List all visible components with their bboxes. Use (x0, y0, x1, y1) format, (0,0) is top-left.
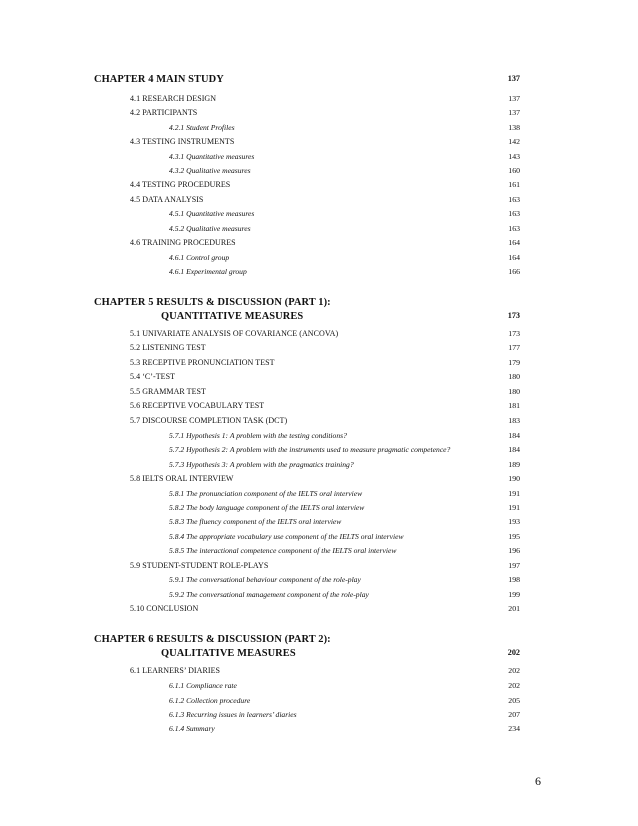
entry-label: 5.1 UNIVARIATE ANALYSIS OF COVARIANCE (ANCOVA) (130, 329, 339, 338)
page-ref: 164 (508, 253, 520, 262)
page-ref: 184 (508, 445, 520, 454)
entry-label: 6.1 LEARNERS’ DIARIES (130, 666, 221, 675)
entry-label: 4.3.1 Quantitative measures (169, 152, 255, 161)
page-ref: 196 (508, 546, 520, 555)
entry-label: 5.7.1 Hypothesis 1: A problem with the testing conditions? (169, 431, 347, 440)
toc-entry (0, 372, 638, 386)
page-ref: 189 (508, 460, 520, 469)
toc-subentry (0, 224, 638, 238)
toc-entry (0, 343, 638, 357)
page-ref: 193 (508, 517, 520, 526)
entry-label: 6.1.2 Collection procedure (169, 696, 251, 705)
page-ref: 234 (508, 724, 520, 733)
entry-label: 5.8.2 The body language component of the IELTS oral interview (169, 503, 365, 512)
toc-subentry (0, 710, 638, 724)
page-ref: 197 (508, 561, 520, 570)
entry-label: 5.7.3 Hypothesis 3: A problem with the pragmatics training? (169, 460, 354, 469)
page-number: 6 (535, 774, 541, 788)
toc-subentry (0, 152, 638, 166)
entry-label: 4.2.1 Student Profiles (169, 123, 235, 132)
toc-subentry (0, 209, 638, 223)
toc-entry (0, 604, 638, 618)
page-ref: 137 (508, 108, 520, 117)
chapter-title: CHAPTER 4 MAIN STUDY (94, 74, 224, 85)
page-ref: 181 (508, 401, 520, 410)
toc-entry (0, 329, 638, 343)
entry-label: 5.8.4 The appropriate vocabulary use component of the IELTS oral interview (169, 532, 404, 541)
chapter-6-heading (0, 634, 638, 648)
toc-subentry (0, 696, 638, 710)
page-ref: 137 (507, 74, 520, 83)
page-ref: 205 (508, 696, 520, 705)
entry-label: 4.5.1 Quantitative measures (169, 209, 255, 218)
toc-entry (0, 180, 638, 194)
toc-subentry (0, 123, 638, 137)
toc-subentry (0, 431, 638, 445)
page-ref: 184 (508, 431, 520, 440)
page-ref: 202 (508, 666, 520, 675)
page-ref: 199 (508, 590, 520, 599)
toc-entry (0, 387, 638, 401)
toc-entry (0, 108, 638, 122)
entry-label: 5.8 IELTS ORAL INTERVIEW (130, 474, 234, 483)
chapter-5-subheading (0, 311, 638, 325)
page-ref: 202 (508, 681, 520, 690)
toc-entry (0, 137, 638, 151)
chapter-subtitle: QUANTITATIVE MEASURES (161, 311, 304, 322)
page-ref: 179 (508, 358, 520, 367)
entry-label: 4.3 TESTING INSTRUMENTS (130, 137, 235, 146)
chapter-title: CHAPTER 5 RESULTS & DISCUSSION (PART 1): (94, 297, 331, 308)
page-ref: 173 (508, 329, 520, 338)
page-ref: 166 (508, 267, 520, 276)
toc-subentry (0, 590, 638, 604)
toc-subentry (0, 503, 638, 517)
entry-label: 5.9.2 The conversational management component of the role-play (169, 590, 369, 599)
toc-subentry (0, 724, 638, 738)
toc-entry (0, 401, 638, 415)
entry-label: 4.3.2 Qualitative measures (169, 166, 251, 175)
entry-label: 4.6.1 Control group (169, 253, 230, 262)
entry-label: 6.1.3 Recurring issues in learners’ diaries (169, 710, 297, 719)
page-ref: 138 (508, 123, 520, 132)
entry-label: 5.8.5 The interactional competence component of the IELTS oral interview (169, 546, 397, 555)
page-ref: 137 (508, 94, 520, 103)
entry-label: 5.9 STUDENT-STUDENT ROLE-PLAYS (130, 561, 269, 570)
entry-label: 6.1.1 Compliance rate (169, 681, 237, 690)
page-ref: 142 (508, 137, 520, 146)
page-ref: 180 (508, 387, 520, 396)
chapter-subtitle: QUALITATIVE MEASURES (161, 648, 296, 659)
page-ref: 180 (508, 372, 520, 381)
chapter-5-heading (0, 297, 638, 311)
toc-subentry (0, 166, 638, 180)
entry-label: 4.1 RESEARCH DESIGN (130, 94, 217, 103)
entry-label: 5.3 RECEPTIVE PRONUNCIATION TEST (130, 358, 275, 367)
toc-entry (0, 666, 638, 680)
entry-label: 5.5 GRAMMAR TEST (130, 387, 206, 396)
page-ref: 183 (508, 416, 520, 425)
entry-label: 4.4 TESTING PROCEDURES (130, 180, 231, 189)
page-ref: 190 (508, 474, 520, 483)
chapter-4-heading (0, 74, 638, 88)
toc-entry (0, 358, 638, 372)
entry-label: 5.9.1 The conversational behaviour component of the role-play (169, 575, 361, 584)
toc-entry (0, 238, 638, 252)
entry-label: 5.6 RECEPTIVE VOCABULARY TEST (130, 401, 265, 410)
page-ref: 173 (507, 311, 520, 320)
page-ref: 191 (508, 489, 520, 498)
entry-label: 4.5 DATA ANALYSIS (130, 195, 204, 204)
toc-subentry (0, 517, 638, 531)
toc-subentry (0, 489, 638, 503)
page-ref: 201 (508, 604, 520, 613)
page-ref: 163 (508, 224, 520, 233)
page-ref: 163 (508, 209, 520, 218)
page-ref: 164 (508, 238, 520, 247)
toc-entry (0, 195, 638, 209)
entry-label: 6.1.4 Summary (169, 724, 215, 733)
toc-subentry (0, 681, 638, 695)
entry-label: 4.6.1 Experimental group (169, 267, 247, 276)
toc-subentry (0, 445, 638, 459)
toc-subentry (0, 546, 638, 560)
page-ref: 177 (508, 343, 520, 352)
page-ref: 160 (508, 166, 520, 175)
page-ref: 198 (508, 575, 520, 584)
chapter-title: CHAPTER 6 RESULTS & DISCUSSION (PART 2): (94, 634, 331, 645)
toc-entry (0, 416, 638, 430)
entry-label: 4.5.2 Qualitative measures (169, 224, 251, 233)
entry-label: 5.7.2 Hypothesis 2: A problem with the instruments used to measure pragmatic competence? (169, 445, 451, 454)
page-ref: 207 (508, 710, 520, 719)
toc-subentry (0, 460, 638, 474)
page-ref: 191 (508, 503, 520, 512)
page-ref: 195 (508, 532, 520, 541)
entry-label: 4.2 PARTICIPANTS (130, 108, 198, 117)
page-ref: 143 (508, 152, 520, 161)
page-ref: 202 (507, 648, 520, 657)
toc-subentry (0, 575, 638, 589)
page-ref: 161 (508, 180, 520, 189)
toc-subentry (0, 267, 638, 281)
toc-subentry (0, 253, 638, 267)
entry-label: 5.2 LISTENING TEST (130, 343, 206, 352)
chapter-6-subheading (0, 648, 638, 662)
page-ref: 163 (508, 195, 520, 204)
toc-entry (0, 94, 638, 108)
toc-subentry (0, 532, 638, 546)
entry-label: 4.6 TRAINING PROCEDURES (130, 238, 236, 247)
toc-entry (0, 561, 638, 575)
toc-entry (0, 474, 638, 488)
entry-label: 5.4 ‘C’-TEST (130, 372, 176, 381)
entry-label: 5.8.3 The fluency component of the IELTS oral interview (169, 517, 342, 526)
entry-label: 5.7 DISCOURSE COMPLETION TASK (DCT) (130, 416, 288, 425)
entry-label: 5.8.1 The pronunciation component of the IELTS oral interview (169, 489, 363, 498)
entry-label: 5.10 CONCLUSION (130, 604, 199, 613)
